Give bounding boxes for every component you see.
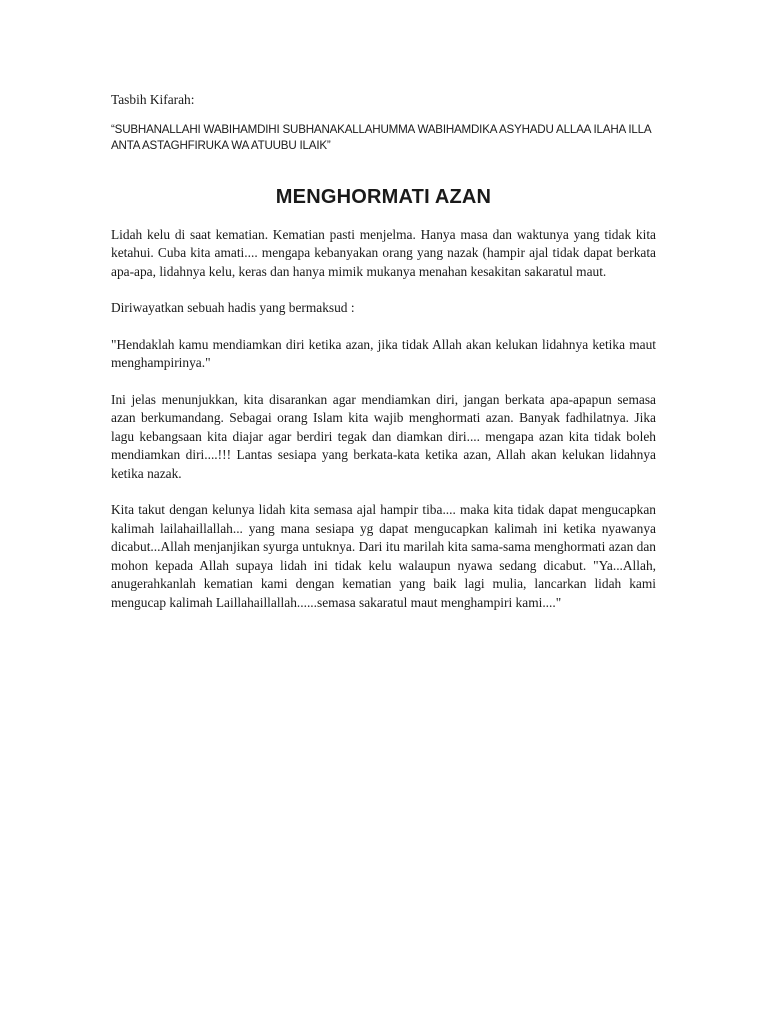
intro-label: Tasbih Kifarah:: [111, 92, 195, 107]
paragraph-intro: Lidah kelu di saat kematian. Kematian pasti menjelma. Hanya masa dan waktunya yang tidak kita ketahui. Cuba kita amati.... mengapa kebanyakan orang yang nazak (hampir ajal tidak dapat berkata apa-apa, lidahnya kelu, keras dan hanya mimik mukanya menahan kesakitan sakaratul maut.: [111, 226, 656, 279]
document-content: [111, 91, 656, 630]
paragraph-closing: Kita takut dengan kelunya lidah kita semasa ajal hampir tiba.... maka kita tidak dapat mengucapkan kalimah lailahaillallah... yang mana sesiapa yg dapat mengucapkan kalimah ini ketika nyawanya dicabut...Allah menjanjikan syurga untuknya. Dari itu marilah kita sama-sama menghormati azan dan mohon kepada Allah supaya lidah ini tidak kelu walaupun nyawa sedang dicabut. "Ya...Allah, anugerahkanlah kematian kami dengan kematian yang baik lagi mulia, lancarkan lidah kami mengucap kalimah Laillahaillallah......semasa sakaratul maut menghampiri kami....": [111, 502, 656, 610]
paragraph-hadith-quote: "Hendaklah kamu mendiamkan diri ketika azan, jika tidak Allah akan kelukan lidahnya ketika maut menghampirinya.": [111, 336, 656, 370]
tasbih-text: “SUBHANALLAHI WABIHAMDIHI SUBHANAKALLAHUMMA WABIHAMDIKA ASYHADU ALLAA ILAHA ILLA ANTA ASTAGHFIRUKA WA ATUUBU ILAIK”: [111, 122, 651, 152]
paragraph-explanation: Ini jelas menunjukkan, kita disarankan agar mendiamkan diri, jangan berkata apa-apapun semasa azan berkumandang. Sebagai orang Islam kita wajib menghormati azan. Banyak fadhilatnya. Jika lagu kebangsaan kita diajar agar berdiri tegak dan diamkan diri.... mengapa azan kita tidak boleh mendiamkan diri....!!! Lantas sesiapa yang berkata-kata ketika azan, Allah akan kelukan lidahnya ketika nazak.: [111, 391, 656, 481]
paragraph-hadith-intro: Diriwayatkan sebuah hadis yang bermaksud :: [111, 300, 355, 315]
page-title: MENGHORMATI AZAN: [275, 185, 492, 208]
